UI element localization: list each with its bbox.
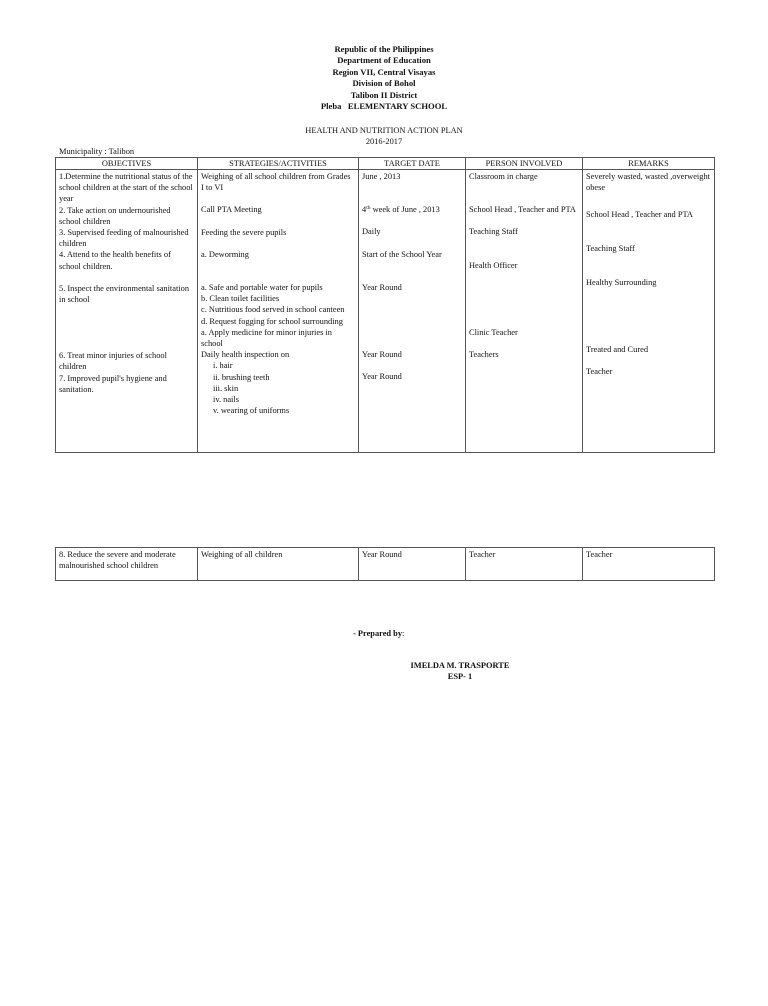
person-2: School Head , Teacher and PTA	[469, 205, 576, 215]
action-plan-table	[55, 157, 715, 453]
signatory-name: IMELDA M. TRASPORTE	[410, 661, 510, 670]
target-2-suffix: th	[366, 205, 371, 212]
header-objectives: OBJECTIVES	[56, 158, 198, 170]
person-5: Health Officer	[469, 260, 518, 270]
strategy-7-teeth: ii. brushing teeth	[213, 372, 270, 382]
target-2	[362, 204, 462, 215]
person-4: Teaching Staff	[469, 227, 518, 237]
person-involved-cell	[466, 170, 583, 453]
strategies-cell	[198, 170, 359, 453]
remarks-cell	[583, 170, 715, 453]
strategy-7-nails: iv. nails	[213, 395, 239, 405]
remark-2: School Head , Teacher and PTA	[586, 210, 693, 220]
header-remarks: REMARKS	[583, 158, 715, 170]
strategy-5d: d. Request fogging for school surrounding	[201, 316, 343, 326]
objective-7: 7. Improved pupil's hygiene and sanitation.	[59, 373, 167, 394]
strategy-3: Feeding the severe pupils	[201, 227, 287, 237]
action-plan-table-continued	[55, 547, 715, 581]
department-line: Department of Education	[337, 55, 431, 66]
header-target-date: TARGET DATE	[359, 158, 466, 170]
strategy-7-hair: i. hair	[213, 361, 233, 371]
strategy-5a: a. Safe and portable water for pupils	[201, 283, 323, 293]
objective-5: 5. Inspect the environmental sanitation in school	[59, 283, 190, 305]
region-line: Region VII, Central Visayas	[332, 66, 436, 77]
remark-1: Severely wasted, wasted ,overweight obese	[586, 172, 710, 193]
target-4: Start of the School Year	[362, 249, 442, 259]
strategy-7-skin: iii. skin	[213, 383, 239, 393]
strategy-1: Weighing of all school children from Grades I to VI	[201, 172, 351, 193]
person-1: Classroom in charge	[469, 172, 538, 181]
strategy-7-uniforms: v. wearing of uniforms	[213, 406, 290, 416]
person-7: Teachers	[469, 350, 499, 360]
district-line: Talibon II District	[350, 89, 418, 100]
plan-title-line: HEALTH AND NUTRITION ACTION PLAN	[305, 126, 463, 135]
objective-2: 2. Take action on undernourished school children	[59, 205, 171, 226]
letterhead	[0, 44, 768, 112]
remark-6: Teacher	[586, 367, 613, 377]
target-date-cell	[359, 170, 466, 453]
target-8: Year Round	[359, 548, 466, 581]
target-5: Year Round	[362, 282, 402, 292]
objective-1: 1.Determine the nutritional status of the school children at the start of the school year	[59, 172, 193, 204]
strategy-2: Call PTA Meeting	[201, 205, 262, 215]
remark-3: Teaching Staff	[586, 243, 635, 253]
school-prefix: Pleba	[320, 101, 342, 112]
signatory-block	[0, 660, 768, 682]
prepared-dash: -	[353, 629, 358, 638]
header-person-involved: PERSON INVOLVED	[466, 158, 583, 170]
remark-5: Treated and Cured	[586, 345, 649, 355]
signatory-position: ESP- 1	[447, 672, 473, 681]
prepared-by-label	[353, 629, 404, 638]
strategy-4: a. Deworming	[201, 249, 249, 259]
target-2-number: 4	[362, 205, 367, 215]
table-row	[56, 170, 715, 453]
strategy-7: Daily health inspection on	[201, 350, 290, 360]
target-7: Year Round	[362, 372, 402, 382]
remark-4: Healthy Surrounding	[586, 277, 657, 287]
school-line	[0, 101, 768, 112]
table-header-row	[56, 158, 715, 170]
strategy-8: Weighing of all children	[198, 548, 359, 581]
division-line: Division of Bohol	[352, 78, 416, 89]
person-6: Clinic Teacher	[469, 327, 518, 337]
municipality-label: Municipality : Talibon	[59, 147, 135, 156]
plan-title	[0, 125, 768, 147]
strategy-6: a. Apply medicine for minor injuries in school	[201, 327, 332, 349]
target-1: June , 2013	[362, 172, 401, 181]
objective-6: 6. Treat minor injuries of school children	[59, 351, 167, 372]
person-8: Teacher	[466, 548, 583, 581]
objective-4: 4. Attend to the health benefits of school children.	[59, 250, 171, 271]
prepared-text: Prepared by	[357, 629, 403, 638]
header-strategies: STRATEGIES/ACTIVITIES	[198, 158, 359, 170]
prepared-colon: :	[402, 629, 405, 638]
republic-line: Republic of the Philippines	[334, 44, 434, 54]
objective-8: 8. Reduce the severe and moderate malnourished school children	[56, 548, 198, 581]
objectives-cell	[56, 170, 198, 453]
target-2-rest: week of June , 2013	[370, 205, 440, 215]
target-6: Year Round	[362, 350, 402, 360]
objective-3: 3. Supervised feeding of malnourished children	[59, 228, 189, 249]
strategy-5b: b. Clean toilet facilities	[201, 294, 280, 304]
school-name: ELEMENTARY SCHOOL	[347, 101, 448, 112]
strategy-5c: c. Nutritious food served in school canteen	[201, 305, 345, 315]
table-row	[56, 548, 715, 581]
target-3: Daily	[362, 227, 381, 237]
remark-8: Teacher	[583, 548, 715, 581]
plan-year: 2016-2017	[365, 137, 403, 146]
